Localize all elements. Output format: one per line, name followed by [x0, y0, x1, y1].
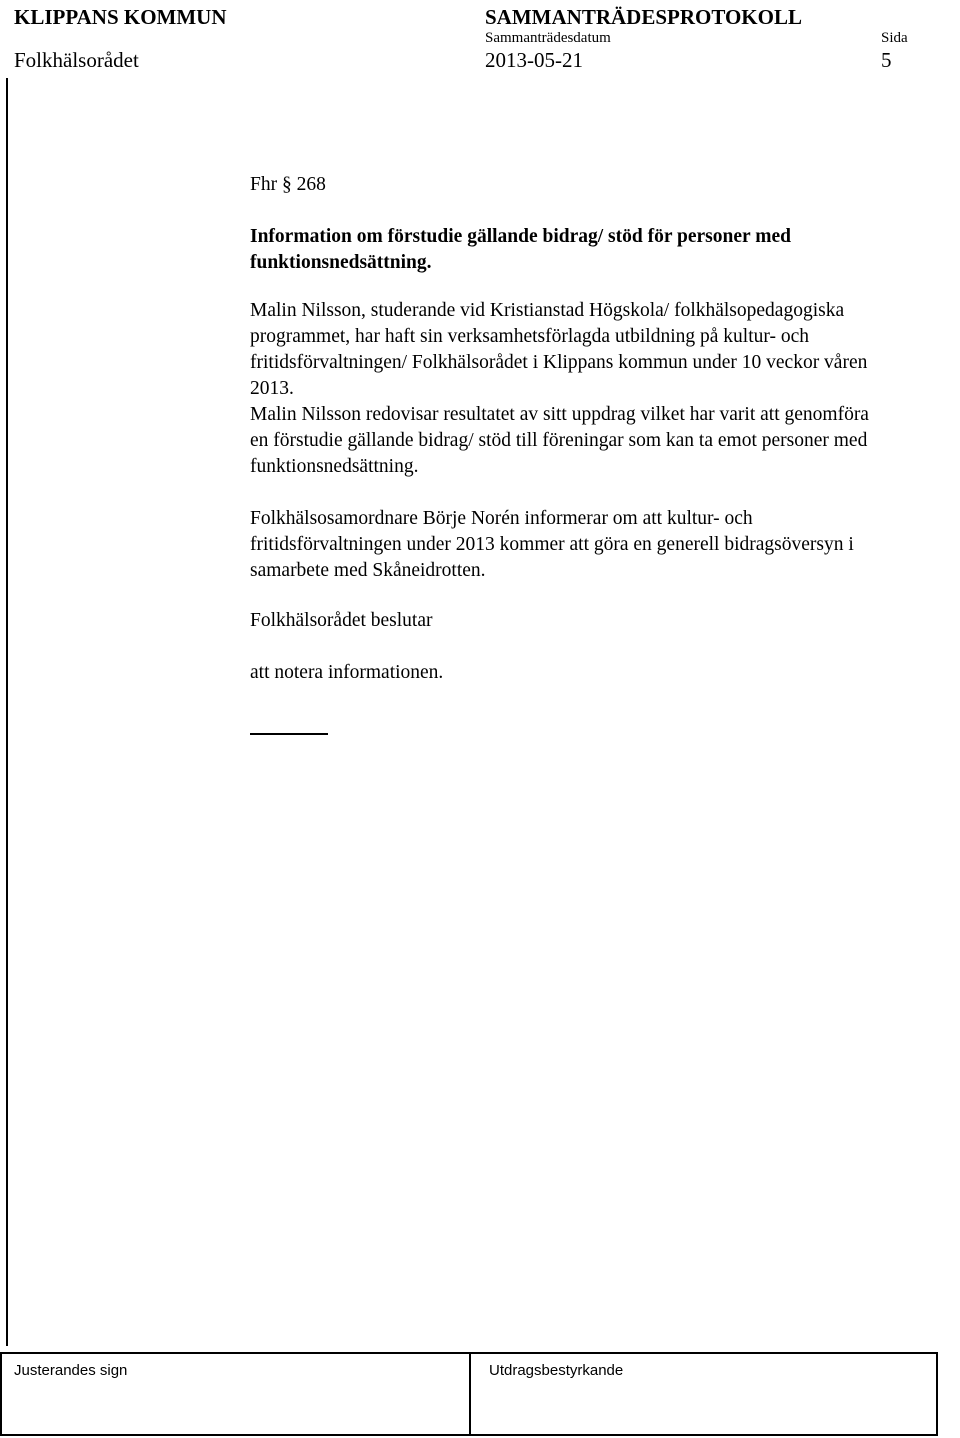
paragraph-line: samarbete med Skåneidrotten.: [250, 560, 486, 581]
paragraph-information: [250, 506, 854, 584]
decision-text: att notera informationen.: [250, 662, 444, 683]
section-title-line: Information om förstudie gällande bidrag/ stöd för personer med: [250, 226, 791, 247]
paragraph-line: 2013.: [250, 378, 294, 399]
paragraph-line: Folkhälsosamordnare Börje Norén informerar om att kultur- och: [250, 508, 753, 529]
page-number: 5: [881, 48, 892, 72]
paragraph-line: programmet, har haft sin verksamhetsförlagda utbildning på kultur- och: [250, 326, 809, 347]
page-label: Sida: [881, 30, 908, 46]
paragraph-report: [250, 298, 869, 480]
paragraph-line: fritidsförvaltningen/ Folkhälsorådet i Klippans kommun under 10 veckor våren: [250, 352, 868, 373]
paragraph-line: en förstudie gällande bidrag/ stöd till föreningar som kan ta emot personer med: [250, 430, 868, 451]
section-title-line: funktionsnedsättning.: [250, 252, 432, 273]
paragraph-line: fritidsförvaltningen under 2013 kommer att göra en generell bidragsöversyn i: [250, 534, 854, 555]
left-margin-rule: [6, 78, 8, 1346]
paragraph-line: Malin Nilsson redovisar resultatet av sitt uppdrag vilket har varit att genomföra: [250, 404, 869, 425]
section-title: [250, 224, 791, 276]
section-number: Fhr § 268: [250, 174, 326, 195]
meeting-date: 2013-05-21: [485, 48, 583, 72]
document-type: SAMMANTRÄDESPROTOKOLL: [485, 5, 802, 29]
paragraph-line: Malin Nilsson, studerande vid Kristianstad Högskola/ folkhälsopedagogiska: [250, 300, 845, 321]
adjusters-signature-label: Justerandes sign: [14, 1362, 128, 1379]
section-end-rule: [250, 733, 328, 735]
body-name: Folkhälsorådet: [14, 48, 139, 72]
paragraph-line: funktionsnedsättning.: [250, 456, 419, 477]
footer-divider: [469, 1352, 471, 1436]
decision-heading: Folkhälsorådet beslutar: [250, 610, 433, 631]
meeting-date-label: Sammanträdesdatum: [485, 30, 611, 46]
certified-extract-label: Utdragsbestyrkande: [489, 1362, 624, 1379]
municipality-name: KLIPPANS KOMMUN: [14, 5, 227, 29]
